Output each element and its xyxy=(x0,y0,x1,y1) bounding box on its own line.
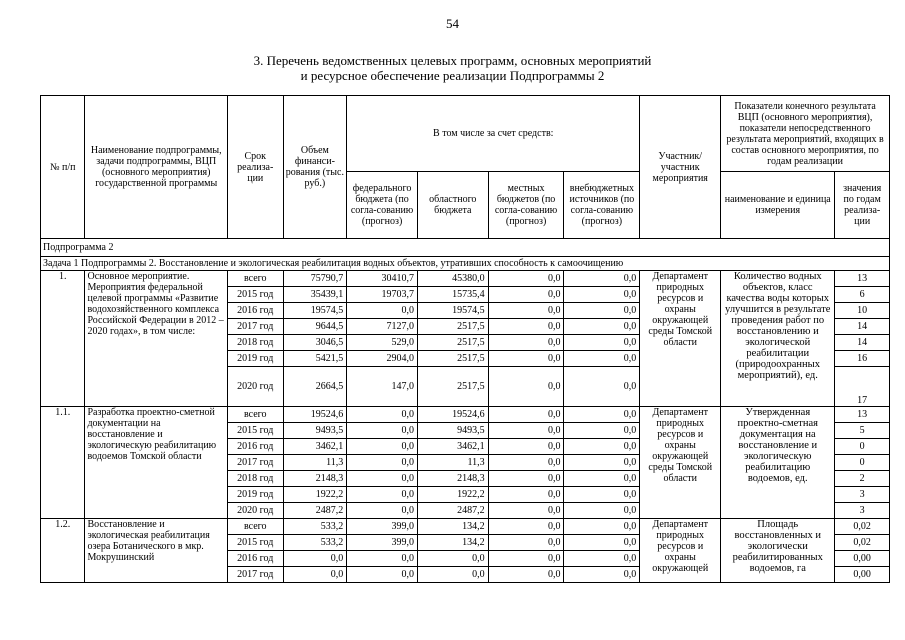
table-row xyxy=(41,407,890,423)
volume-cell: 9644,5 xyxy=(283,319,347,335)
volume-cell: 19524,6 xyxy=(283,407,347,423)
header-indicator-name: наименование и единица измерения xyxy=(721,172,835,239)
term-cell: 2017 год xyxy=(227,455,283,471)
indicator-name-cell: Площадь восстановленных и экологически реабилитированных водоемов, га xyxy=(721,519,835,583)
local-cell: 0,0 xyxy=(488,407,564,423)
federal-cell: 0,0 xyxy=(347,423,418,439)
program-table xyxy=(40,95,890,583)
participant-cell: Департамент природных ресурсов и охраны окружающей xyxy=(640,519,721,583)
term-cell: 2020 год xyxy=(227,367,283,407)
federal-cell: 0,0 xyxy=(347,407,418,423)
local-cell: 0,0 xyxy=(488,439,564,455)
header-participant: Участник/ участник мероприятия xyxy=(640,96,721,239)
header-term: Срок реализа-ции xyxy=(227,96,283,239)
local-cell: 0,0 xyxy=(488,351,564,367)
extra-cell: 0,0 xyxy=(564,287,640,303)
regional-cell: 134,2 xyxy=(417,535,488,551)
indicator-name-cell: Утвержденная проектно-сметная документация на восстановление и экологическую реабилитацию водоемов, ед. xyxy=(721,407,835,519)
volume-cell: 11,3 xyxy=(283,455,347,471)
federal-cell: 399,0 xyxy=(347,519,418,535)
regional-cell: 0,0 xyxy=(417,551,488,567)
federal-cell: 0,0 xyxy=(347,471,418,487)
indicator-value-cell: 0,00 xyxy=(835,567,890,583)
row-number: 1.1. xyxy=(41,407,85,519)
extra-cell: 0,0 xyxy=(564,567,640,583)
federal-cell: 0,0 xyxy=(347,503,418,519)
header-regional: областного бюджета xyxy=(417,172,488,239)
indicator-value-cell: 6 xyxy=(835,287,890,303)
local-cell: 0,0 xyxy=(488,487,564,503)
indicator-value-cell: 10 xyxy=(835,303,890,319)
term-cell: 2018 год xyxy=(227,335,283,351)
indicator-value-cell: 5 xyxy=(835,423,890,439)
federal-cell: 0,0 xyxy=(347,303,418,319)
participant-cell: Департамент природных ресурсов и охраны окружающей среды Томской области xyxy=(640,407,721,519)
measure-name: Основное мероприятие. Мероприятия федеральной целевой программы «Развитие водохозяйственного комплекса Российской Федерации в 2012 – 2020 годах», в том числе: xyxy=(85,271,228,407)
local-cell: 0,0 xyxy=(488,567,564,583)
volume-cell: 2487,2 xyxy=(283,503,347,519)
term-cell: 2016 год xyxy=(227,439,283,455)
row-number: 1. xyxy=(41,271,85,407)
local-cell: 0,0 xyxy=(488,367,564,407)
term-cell: всего xyxy=(227,519,283,535)
indicator-value-cell: 17 xyxy=(835,367,890,407)
extra-cell: 0,0 xyxy=(564,423,640,439)
title-line-2: и ресурсное обеспечение реализации Подпрограммы 2 xyxy=(300,68,605,83)
regional-cell: 45380,0 xyxy=(417,271,488,287)
federal-cell: 147,0 xyxy=(347,367,418,407)
local-cell: 0,0 xyxy=(488,303,564,319)
term-cell: 2019 год xyxy=(227,487,283,503)
indicator-value-cell: 3 xyxy=(835,487,890,503)
term-cell: 2019 год xyxy=(227,351,283,367)
regional-cell: 2517,5 xyxy=(417,351,488,367)
regional-cell: 134,2 xyxy=(417,519,488,535)
term-cell: 2015 год xyxy=(227,423,283,439)
extra-cell: 0,0 xyxy=(564,519,640,535)
header-name: Наименование подпрограммы, задачи подпрограммы, ВЦП (основного мероприятия) государственной программы xyxy=(85,96,228,239)
federal-cell: 19703,7 xyxy=(347,287,418,303)
measure-name: Разработка проектно-сметной документации на восстановление и экологическую реабилитацию водоемов Томской области xyxy=(85,407,228,519)
extra-cell: 0,0 xyxy=(564,367,640,407)
participant-cell: Департамент природных ресурсов и охраны окружающей среды Томской области xyxy=(640,271,721,407)
volume-cell: 533,2 xyxy=(283,535,347,551)
regional-cell: 2148,3 xyxy=(417,471,488,487)
regional-cell: 1922,2 xyxy=(417,487,488,503)
regional-cell: 2517,5 xyxy=(417,319,488,335)
regional-cell: 19524,6 xyxy=(417,407,488,423)
indicator-value-cell: 0,00 xyxy=(835,551,890,567)
federal-cell: 529,0 xyxy=(347,335,418,351)
term-cell: 2018 год xyxy=(227,471,283,487)
indicator-value-cell: 0,02 xyxy=(835,535,890,551)
measure-name: Восстановление и экологическая реабилитация озера Ботанического в мкр. Мокрушинский xyxy=(85,519,228,583)
table-row xyxy=(41,519,890,535)
regional-cell: 2517,5 xyxy=(417,367,488,407)
term-cell: всего xyxy=(227,271,283,287)
local-cell: 0,0 xyxy=(488,423,564,439)
volume-cell: 3046,5 xyxy=(283,335,347,351)
table-header xyxy=(41,96,890,239)
regional-cell: 3462,1 xyxy=(417,439,488,455)
local-cell: 0,0 xyxy=(488,471,564,487)
indicator-value-cell: 0 xyxy=(835,439,890,455)
federal-cell: 0,0 xyxy=(347,567,418,583)
federal-cell: 0,0 xyxy=(347,439,418,455)
header-indicator-values: значения по годам реализа-ции xyxy=(835,172,890,239)
term-cell: 2016 год xyxy=(227,303,283,319)
regional-cell: 19574,5 xyxy=(417,303,488,319)
federal-cell: 2904,0 xyxy=(347,351,418,367)
volume-cell: 3462,1 xyxy=(283,439,347,455)
extra-cell: 0,0 xyxy=(564,551,640,567)
regional-cell: 11,3 xyxy=(417,455,488,471)
header-local: местных бюджетов (по согла-сованию (прогноз) xyxy=(488,172,564,239)
regional-cell: 2517,5 xyxy=(417,335,488,351)
volume-cell: 5421,5 xyxy=(283,351,347,367)
local-cell: 0,0 xyxy=(488,455,564,471)
header-volume: Объем финанси-рования (тыс. руб.) xyxy=(283,96,347,239)
regional-cell: 0,0 xyxy=(417,567,488,583)
federal-cell: 0,0 xyxy=(347,551,418,567)
volume-cell: 19574,5 xyxy=(283,303,347,319)
extra-cell: 0,0 xyxy=(564,351,640,367)
term-cell: 2017 год xyxy=(227,319,283,335)
volume-cell: 2664,5 xyxy=(283,367,347,407)
local-cell: 0,0 xyxy=(488,271,564,287)
page-number: 54 xyxy=(446,16,459,31)
term-cell: 2017 год xyxy=(227,567,283,583)
header-num: № п/п xyxy=(41,96,85,239)
local-cell: 0,0 xyxy=(488,287,564,303)
header-federal: федерального бюджета (по согла-сованию (прогноз) xyxy=(347,172,418,239)
volume-cell: 2148,3 xyxy=(283,471,347,487)
regional-cell: 2487,2 xyxy=(417,503,488,519)
extra-cell: 0,0 xyxy=(564,439,640,455)
subprogram-label: Подпрограмма 2 xyxy=(41,239,890,257)
task-label: Задача 1 Подпрограммы 2. Восстановление и экологическая реабилитация водных объектов, утративших способность к самоочищению xyxy=(41,257,890,271)
regional-cell: 15735,4 xyxy=(417,287,488,303)
header-sources: В том числе за счет средств: xyxy=(347,96,640,172)
term-cell: 2020 год xyxy=(227,503,283,519)
indicator-value-cell: 2 xyxy=(835,471,890,487)
volume-cell: 75790,7 xyxy=(283,271,347,287)
indicator-value-cell: 13 xyxy=(835,407,890,423)
volume-cell: 1922,2 xyxy=(283,487,347,503)
header-indicators: Показатели конечного результата ВЦП (основного мероприятия), показатели непосредственного результата мероприятий, входящих в состав основного мероприятия, по годам реализации xyxy=(721,96,890,172)
term-cell: 2016 год xyxy=(227,551,283,567)
extra-cell: 0,0 xyxy=(564,455,640,471)
extra-cell: 0,0 xyxy=(564,535,640,551)
extra-cell: 0,0 xyxy=(564,407,640,423)
volume-cell: 9493,5 xyxy=(283,423,347,439)
federal-cell: 0,0 xyxy=(347,455,418,471)
local-cell: 0,0 xyxy=(488,319,564,335)
local-cell: 0,0 xyxy=(488,535,564,551)
extra-cell: 0,0 xyxy=(564,335,640,351)
page-title xyxy=(0,53,905,83)
indicator-value-cell: 14 xyxy=(835,319,890,335)
volume-cell: 533,2 xyxy=(283,519,347,535)
federal-cell: 7127,0 xyxy=(347,319,418,335)
term-cell: 2015 год xyxy=(227,287,283,303)
volume-cell: 0,0 xyxy=(283,567,347,583)
local-cell: 0,0 xyxy=(488,335,564,351)
indicator-value-cell: 0 xyxy=(835,455,890,471)
extra-cell: 0,0 xyxy=(564,319,640,335)
local-cell: 0,0 xyxy=(488,503,564,519)
indicator-name-cell: Количество водных объектов, класс качества воды которых улучшится в результате проведения работ по восстановлению и экологической реабилитации (природоохранных мероприятий), ед. xyxy=(721,271,835,407)
local-cell: 0,0 xyxy=(488,551,564,567)
volume-cell: 35439,1 xyxy=(283,287,347,303)
volume-cell: 0,0 xyxy=(283,551,347,567)
federal-cell: 30410,7 xyxy=(347,271,418,287)
local-cell: 0,0 xyxy=(488,519,564,535)
indicator-value-cell: 0,02 xyxy=(835,519,890,535)
term-cell: 2015 год xyxy=(227,535,283,551)
indicator-value-cell: 13 xyxy=(835,271,890,287)
federal-cell: 0,0 xyxy=(347,487,418,503)
regional-cell: 9493,5 xyxy=(417,423,488,439)
federal-cell: 399,0 xyxy=(347,535,418,551)
indicator-value-cell: 16 xyxy=(835,351,890,367)
header-extra: внебюджетных источников (по согла-сованию (прогноз) xyxy=(564,172,640,239)
title-line-1: 3. Перечень ведомственных целевых программ, основных мероприятий xyxy=(253,53,652,68)
extra-cell: 0,0 xyxy=(564,471,640,487)
extra-cell: 0,0 xyxy=(564,271,640,287)
extra-cell: 0,0 xyxy=(564,503,640,519)
indicator-value-cell: 3 xyxy=(835,503,890,519)
indicator-value-cell: 14 xyxy=(835,335,890,351)
extra-cell: 0,0 xyxy=(564,487,640,503)
extra-cell: 0,0 xyxy=(564,303,640,319)
table-row xyxy=(41,271,890,287)
row-number: 1.2. xyxy=(41,519,85,583)
term-cell: всего xyxy=(227,407,283,423)
